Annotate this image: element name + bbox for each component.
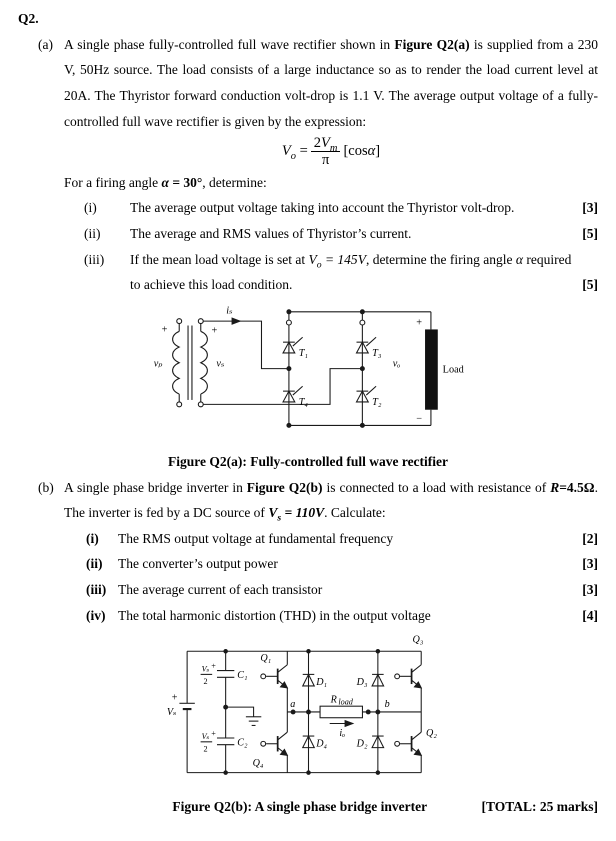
equation-lhs: $V_o$ = [281,143,308,163]
output-plus: + [415,317,422,329]
ac-bottom-wire [203,368,362,404]
part-a-items [84,195,598,298]
item-a-iii [84,247,598,298]
t1-label: T₁ [298,347,308,359]
load-block [425,329,438,409]
item-label: (iii) [86,582,107,598]
item-label: (iii) [84,251,105,267]
rload-box [320,707,362,719]
diode-d2 [372,712,384,773]
c1-fraction-den: 2 [202,677,208,687]
item-b-ii [86,551,598,577]
figure-q2b-caption: Figure Q2(b): A single phase bridge inverter [172,799,428,815]
part-b-label: (b) [38,479,54,495]
diode-d4 [302,712,314,773]
vs-label: Vₛ [166,707,176,719]
item-label: (i) [86,530,99,546]
t3-label: T₃ [371,347,381,359]
capacitor-c2 [216,708,233,774]
capacitor-c1 [216,652,233,708]
q1-label: Q₁ [259,653,271,665]
item-marks: [4] [582,607,598,623]
part-b-items [86,526,598,629]
c2-fraction-num: Vₛ [201,732,209,742]
c1-label: C₁ [236,670,247,682]
bottom-line [18,794,598,820]
item-b-iii [86,577,598,603]
equation-denominator: π [321,152,330,169]
item-marks: [3] [582,200,598,216]
part-a-label: (a) [38,36,53,52]
vs-plus: + [171,692,177,704]
q4-label: Q₄ [252,758,263,770]
vo-label: vₒ [392,358,400,370]
part-a-firing-line: For a firing angle α = 30°, determine: [64,174,267,190]
is-label: iₛ [225,305,233,317]
t2-label: T₂ [371,396,381,408]
q3-label: Q₃ [412,634,423,646]
c1-plus: + [210,661,216,671]
d1-label: D₁ [315,677,327,689]
figure-q2b [18,630,598,792]
item-b-i [86,526,598,552]
equation [64,135,598,168]
question-number: Q2. [18,11,39,26]
q2-label: Q₂ [425,728,437,740]
ground-symbol [225,708,261,726]
item-text: If the mean load voltage is set at $V_o = 145V$, determine the firing angle α required to achieve this load condition. [130,251,572,293]
d2-label: D₂ [356,739,367,751]
figure-q2a-caption: Figure Q2(a): Fully-controlled full wave rectifier [167,453,449,469]
item-a-ii [84,221,598,247]
item-label: (i) [84,200,97,216]
transformer-primary-coil [172,331,179,394]
rload-label-sub: load [337,697,353,707]
transistor-q3 [394,652,420,713]
c2-label: C₂ [236,738,247,750]
t4-label: T₄ [298,396,308,408]
item-text: The average output voltage taking into account the Thyristor volt-drop. [130,200,515,216]
c2-plus: + [210,729,216,739]
io-label: iₒ [338,728,345,740]
c1-fraction-num: Vₛ [201,664,209,674]
node-b-label: b [384,699,390,711]
item-marks: [3] [582,556,598,572]
secondary-plus: + [211,325,217,337]
item-text: The total harmonic distortion (THD) in the output voltage [118,607,431,623]
d3-label: D₃ [356,677,367,689]
diode-d1 [302,652,314,713]
diode-d3 [372,652,384,713]
part-b [38,475,598,629]
rload-label-base: R [330,694,337,706]
item-text: The converter’s output power [118,556,278,572]
transistor-q2 [394,712,420,773]
vs-label: vₛ [215,358,224,370]
item-a-i [84,195,598,221]
equation-numerator: $2V_m$ [311,135,341,152]
load-label: Load [442,364,464,376]
primary-plus: + [161,324,167,336]
vp-label: vₚ [153,358,162,370]
output-minus: − [415,413,422,425]
item-text: The RMS output voltage at fundamental frequency [118,530,394,546]
is-current-arrow [232,318,240,324]
equation-rhs: [cosα] [343,143,381,160]
item-text: The average and RMS values of Thyristor’s current. [130,225,412,241]
node-a-label: a [289,699,295,711]
item-marks: [5] [582,277,598,293]
figure-q2a-circuit [142,300,475,447]
item-marks: [3] [582,582,598,598]
transistor-q4 [260,712,286,773]
item-label: (iv) [86,607,106,623]
equation-fraction [311,135,341,168]
transformer-secondary-coil [200,331,207,394]
item-b-iv [86,603,598,629]
item-marks: [2] [582,530,598,546]
d4-label: D₄ [315,739,327,751]
item-text: The average current of each transistor [118,582,323,598]
transformer [172,319,207,407]
dc-source-vs [179,652,194,773]
item-label: (ii) [86,556,103,572]
part-a [38,32,598,298]
part-a-intro: A single phase fully-controlled full wave rectifier shown in Figure Q2(a) is supplied from a 230 V, 50Hz source. The load consists of a large inductance so as to render the load current level at 20A. The Thyristor forward conduction volt-drop is 1.1 V. The average output voltage of a fully-controlled full wave rectifier is given by the expression: [64,36,598,129]
total-marks: [TOTAL: 25 marks] [481,799,598,815]
c2-fraction-den: 2 [202,744,208,754]
figure-q2b-circuit [164,630,453,792]
item-marks: [5] [582,225,598,241]
part-b-intro: A single phase bridge inverter in Figure Q2(b) is connected to a load with resistance of R=4.5Ω. The inverter is fed by a DC source of $V_s = 110V$. Calculate: [64,479,598,524]
item-label: (ii) [84,225,101,241]
figure-q2a [18,300,598,447]
